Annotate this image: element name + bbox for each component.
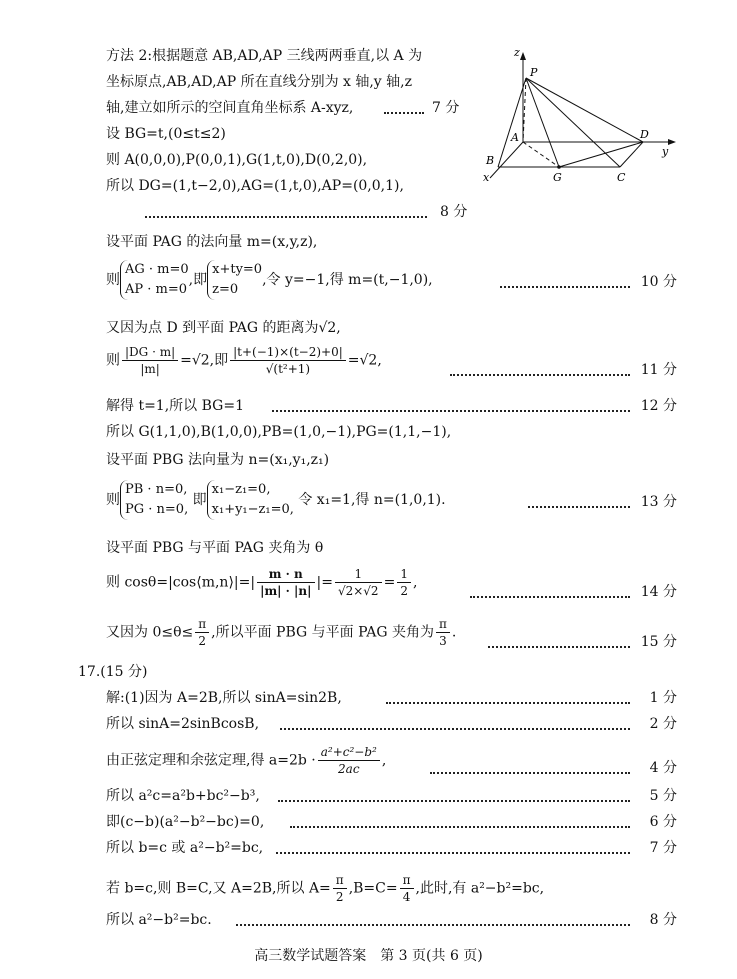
leader-dots	[384, 112, 424, 114]
points-label: 1 分	[649, 690, 677, 706]
equation-system: x+ty=0 z=0	[207, 260, 262, 300]
leader-dots	[430, 772, 630, 774]
equation-system: AG · m=0 AP · m=0	[120, 260, 189, 300]
label-g: G	[553, 171, 562, 184]
leader-dots	[272, 410, 630, 412]
leader-dots	[280, 728, 630, 730]
points-label: 10 分	[640, 274, 677, 290]
line-angle-result: 又因为 0≤θ≤ $\frac{\pi}{2}$ ,所以平面 PBG 与平面 PAG 夹角为 $\frac{\pi}{3}$ .	[106, 617, 457, 648]
points-label: 15 分	[640, 634, 677, 650]
points-label: 4 分	[649, 760, 677, 776]
points-label: 5 分	[649, 788, 677, 804]
method2-line-5: 则 A(0,0,0),P(0,0,1),G(1,t,0),D(0,2,0),	[106, 152, 368, 168]
q17-step-3: 由正弦定理和余弦定理,得 a=2b · $\frac{\text{a²+c²−b²}}{2ac}$ ,	[106, 745, 387, 776]
method2-line-4: 设 BG=t,(0≤t≤2)	[106, 126, 226, 142]
label-a: A	[511, 131, 519, 144]
label-d: D	[640, 128, 649, 141]
points-label: 8 分	[440, 204, 468, 220]
label-z: z	[514, 46, 520, 59]
points-label: 14 分	[640, 584, 677, 600]
leader-dots	[488, 646, 630, 648]
q17-step-1: 解:(1)因为 A=2B,所以 sinA=sin2B,	[106, 690, 342, 706]
leader-dots	[290, 826, 630, 828]
leader-dots	[470, 596, 630, 598]
line-angle-def: 设平面 PBG 与平面 PAG 夹角为 θ	[106, 540, 324, 556]
points-label: 8 分	[649, 912, 677, 928]
method2-line-1: 方法 2:根据题意 AB,AD,AP 三线两两垂直,以 A 为	[106, 48, 423, 64]
leader-dots	[236, 924, 630, 926]
points-label: 2 分	[649, 716, 677, 732]
leader-dots	[145, 216, 427, 218]
line-distance: 又因为点 D 到平面 PAG 的距离为√2,	[106, 320, 341, 336]
line-normal-n: 设平面 PBG 法向量为 n=(x₁,y₁,z₁)	[106, 452, 330, 468]
q17-step-4: 所以 a²c=a²b+bc²−b³,	[106, 788, 260, 804]
equation-system: PB · n=0, PG · n=0,	[120, 480, 188, 520]
q17-step-6: 所以 b=c 或 a²−b²=bc,	[106, 840, 264, 856]
method2-line-3: 轴,建立如所示的空间直角坐标系 A-xyz,	[106, 100, 354, 116]
leader-dots	[500, 286, 630, 288]
page-footer: 高三数学试题答案 第 3 页(共 6 页)	[254, 948, 483, 964]
line-coords: 所以 G(1,1,0),B(1,0,0),PB=(1,0,−1),PG=(1,1,−1),	[106, 424, 452, 440]
line-system-n: 则 PB · n=0, PG · n=0, 即 x₁−z₁=0, x₁+y₁−z₁=0, 令 x₁=1,得 n=(1,0,1).	[106, 480, 446, 520]
q17-step-5: 即(c−b)(a²−b²−bc)=0,	[106, 814, 265, 830]
line-cos: 则 cosθ=|cos⟨m,n⟩|=| $\frac{m \cdot n}{|m| \cdot |n|}$ |= $\frac{1}{√2\times√2}$ = $\frac{1}{2}$ ,	[106, 567, 418, 598]
line-normal-m: 设平面 PAG 的法向量 m=(x,y,z),	[106, 234, 318, 250]
pyramid-figure	[478, 40, 688, 190]
label-p: P	[530, 66, 538, 79]
points-label: 7 分	[432, 100, 460, 116]
equation-system: x₁−z₁=0, x₁+y₁−z₁=0,	[207, 480, 294, 520]
points-label: 6 分	[649, 814, 677, 830]
leader-dots	[386, 702, 630, 704]
q17-step-7: 若 b=c,则 B=C,又 A=2B,所以 A= $\frac{\pi}{2}$ ,B=C= $\frac{\pi}{4}$ ,此时,有 a²−b²=bc,	[106, 873, 545, 904]
points-label: 11 分	[640, 362, 677, 378]
leader-dots	[276, 852, 630, 854]
label-y: y	[662, 145, 669, 158]
q17-step-2: 所以 sinA=2sinBcosB,	[106, 716, 260, 732]
points-label: 13 分	[640, 494, 677, 510]
question-17-heading: 17.(15 分)	[78, 664, 148, 680]
line-distance-eq: 则 $\frac{|DG \cdot m|}{|m|}$ =√2,即 $\frac{|t+(-1)\times(t-2)+0|}{\text{√(t²+1)}}$ =√2,	[106, 345, 382, 376]
method2-line-6: 所以 DG=(1,t−2,0),AG=(1,t,0),AP=(0,0,1),	[106, 178, 404, 194]
line-system-m: 则 AG · m=0 AP · m=0 ,即 x+ty=0 z=0 ,令 y=−1,得 m=(t,−1,0),	[106, 260, 433, 300]
points-label: 7 分	[649, 840, 677, 856]
label-c: C	[617, 171, 626, 184]
label-b: B	[486, 154, 495, 167]
line-solve-t: 解得 t=1,所以 BG=1	[106, 398, 244, 414]
points-label: 12 分	[640, 398, 677, 414]
leader-dots	[278, 800, 630, 802]
method2-line-2: 坐标原点,AB,AD,AP 所在直线分别为 x 轴,y 轴,z	[106, 74, 412, 90]
leader-dots	[450, 374, 630, 376]
label-x: x	[483, 171, 490, 184]
q17-step-8: 所以 a²−b²=bc.	[106, 912, 212, 928]
leader-dots	[528, 506, 630, 508]
